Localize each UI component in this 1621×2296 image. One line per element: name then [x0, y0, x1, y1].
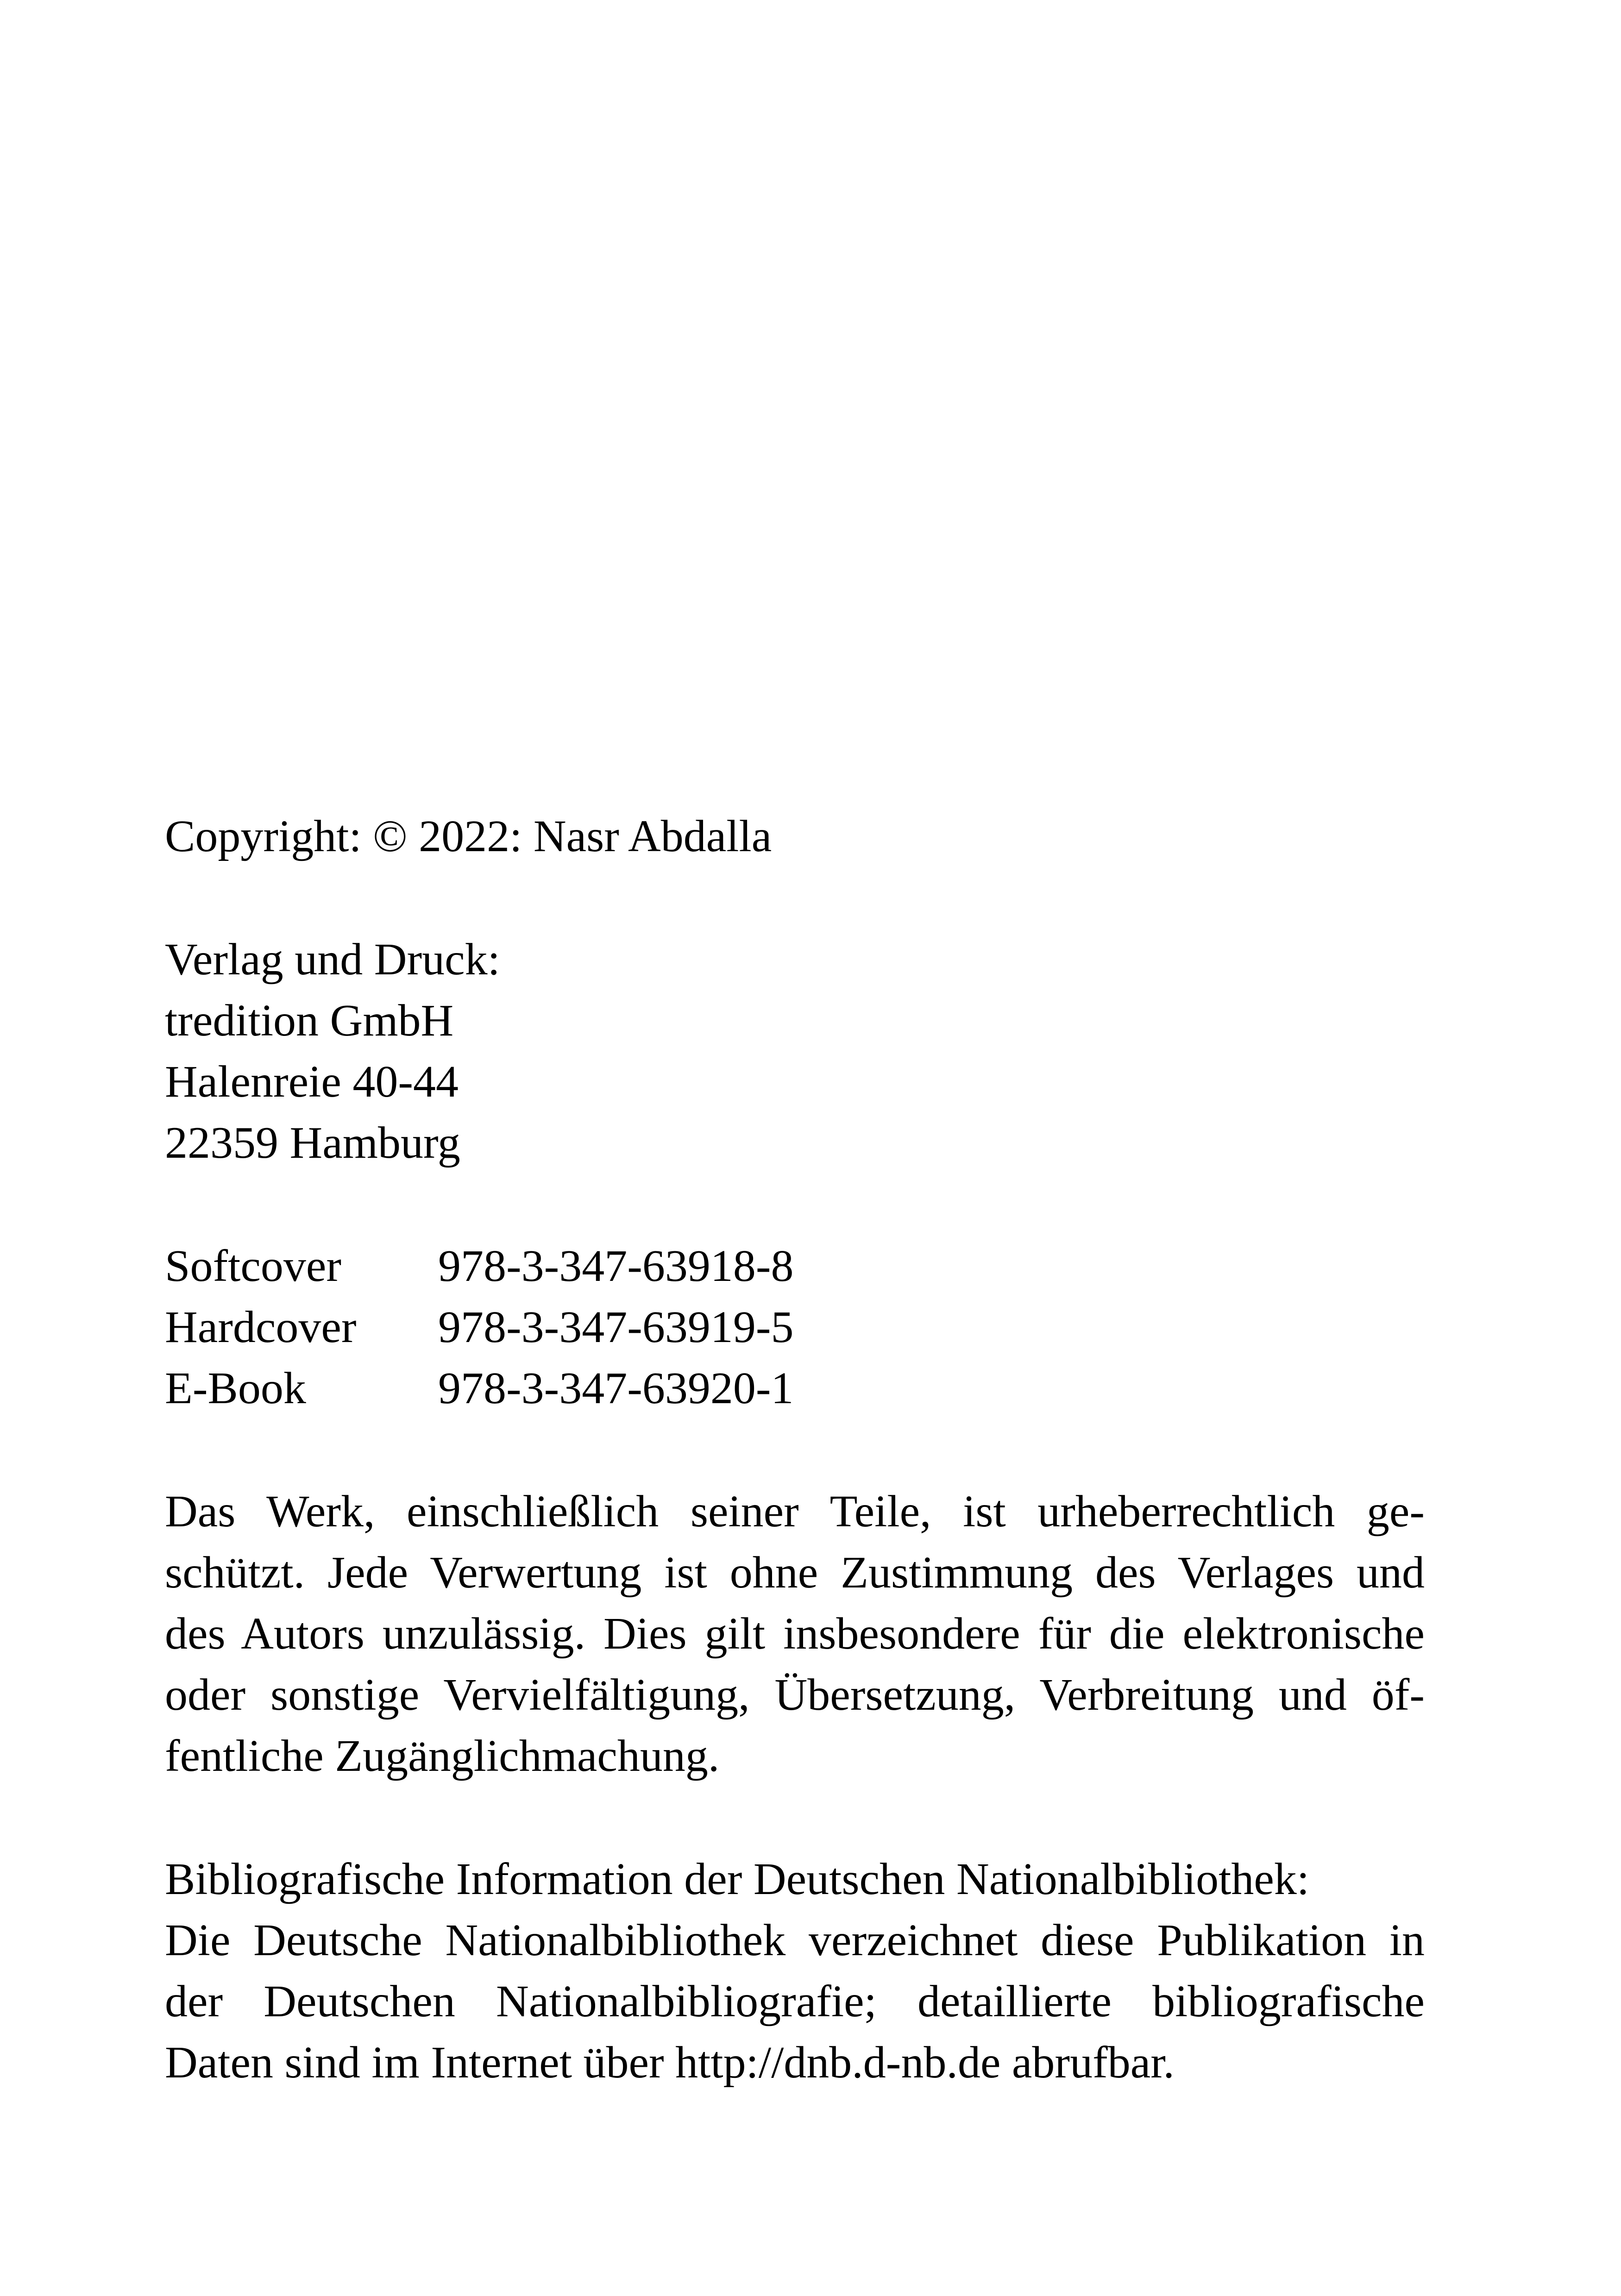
isbn-row-hardcover: [165, 1297, 1425, 1358]
isbn-number: 978-3-347-63918-8: [438, 1241, 794, 1291]
publisher-name: tredition GmbH: [165, 996, 454, 1046]
publisher-city: 22359 Hamburg: [165, 1118, 460, 1168]
rights-notice: [165, 1481, 1425, 1787]
imprint-page: [165, 806, 1425, 2093]
rights-notice-line: Das Werk, einschließlich seiner Teile, ist urheberrechtlich ge-: [165, 1487, 1425, 1537]
bibliographic-line: Daten sind im Internet über http://dnb.d-nb.de abrufbar.: [165, 2038, 1175, 2088]
isbn-format: E-Book: [165, 1363, 306, 1413]
spacer: [165, 1787, 1425, 1849]
rights-notice-line: fentliche Zugänglichmachung.: [165, 1731, 720, 1781]
bibliographic-info: [165, 1849, 1425, 2093]
publisher-street: Halenreie 40-44: [165, 1057, 459, 1107]
isbn-row-ebook: [165, 1358, 1425, 1419]
copyright-line: Copyright: © 2022: Nasr Abdalla: [165, 811, 772, 861]
spacer: [165, 867, 1425, 929]
isbn-number: 978-3-347-63920-1: [438, 1363, 794, 1413]
rights-notice-line: schützt. Jede Verwertung ist ohne Zustimmung des Verlages und: [165, 1548, 1425, 1598]
bibliographic-line: der Deutschen Nationalbibliografie; detaillierte bibliografische: [165, 1976, 1425, 2026]
isbn-row-softcover: [165, 1236, 1425, 1297]
spacer: [165, 1173, 1425, 1236]
isbn-number: 978-3-347-63919-5: [438, 1302, 794, 1352]
bibliographic-line: Die Deutsche Nationalbibliothek verzeichnet diese Publikation in: [165, 1915, 1425, 1965]
publisher-heading: Verlag und Druck:: [165, 935, 500, 985]
isbn-list: [165, 1236, 1425, 1419]
spacer: [165, 1419, 1425, 1481]
publisher-block: [165, 929, 1425, 1173]
isbn-format: Softcover: [165, 1241, 341, 1291]
rights-notice-line: des Autors unzulässig. Dies gilt insbesondere für die elektronische: [165, 1609, 1425, 1659]
isbn-format: Hardcover: [165, 1302, 357, 1352]
rights-notice-line: oder sonstige Vervielfältigung, Übersetzung, Verbreitung und öf-: [165, 1670, 1425, 1720]
bibliographic-heading: Bibliografische Information der Deutschen Nationalbibliothek:: [165, 1854, 1310, 1904]
